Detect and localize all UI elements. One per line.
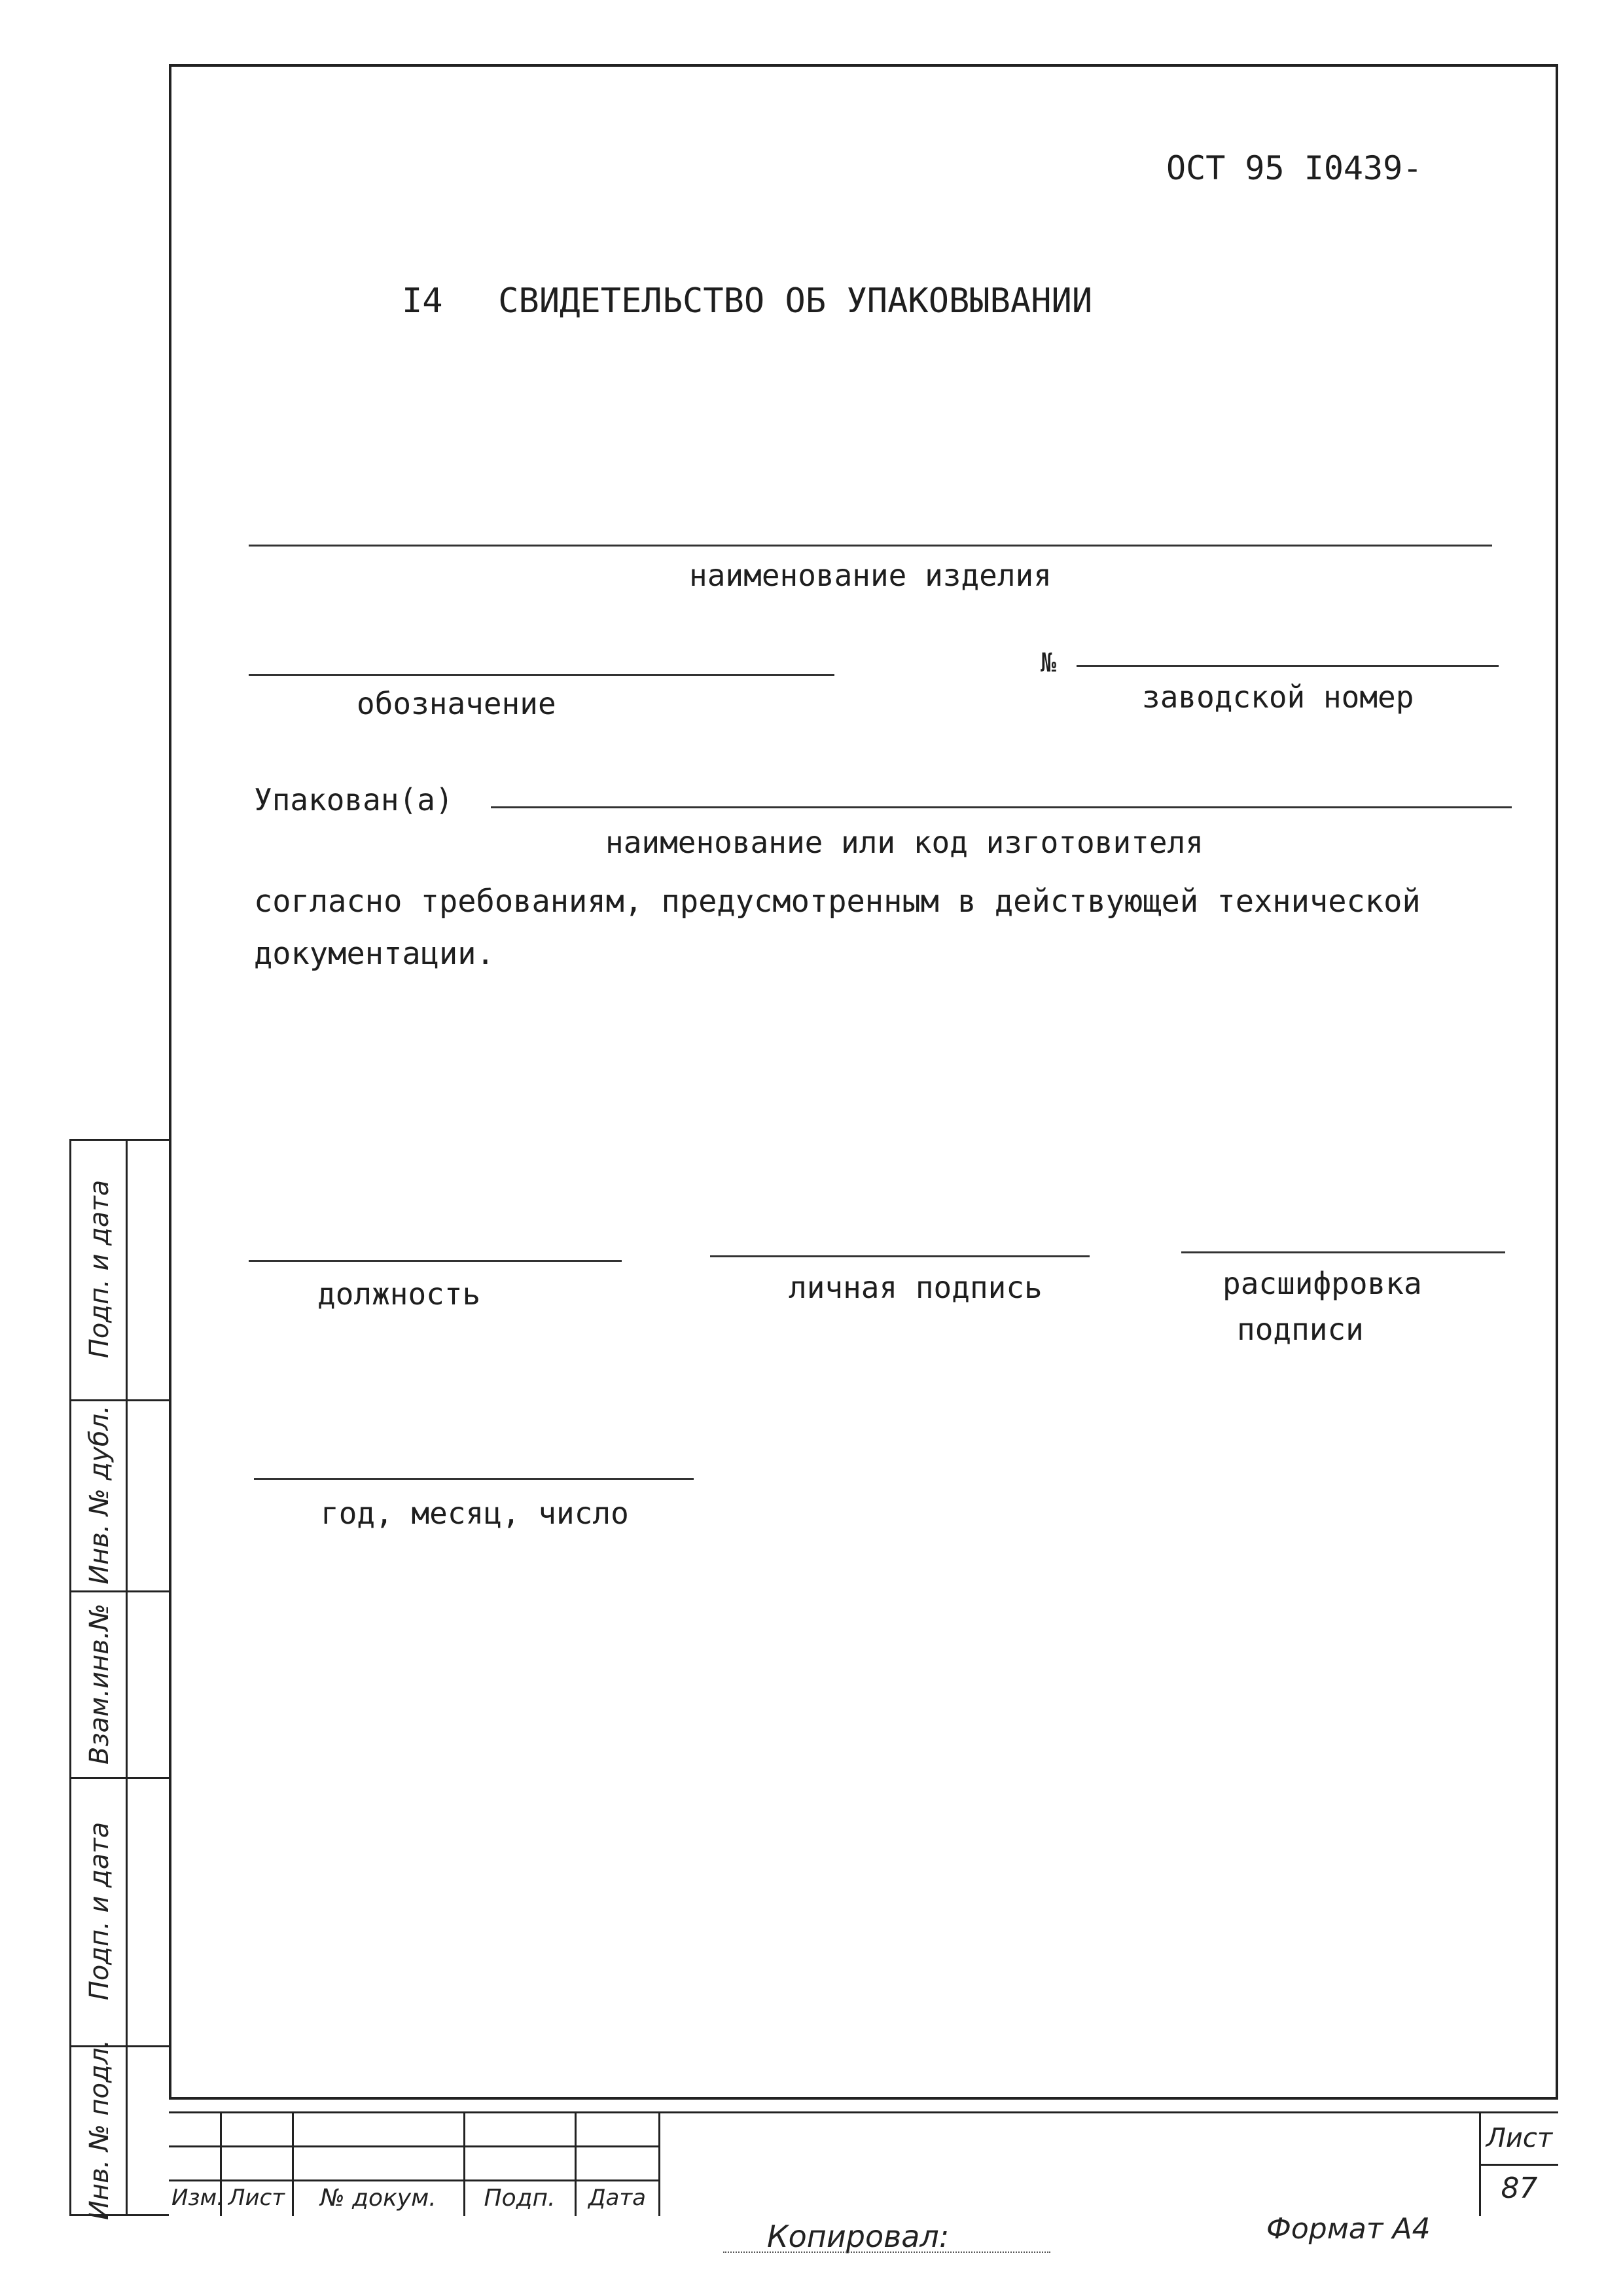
strip-label-inv-orig: Инв. № подл. [84,2039,115,2220]
manufacturer-caption: наименование или код изготовителя [605,825,1204,860]
product-name-caption: наименование изделия [689,558,1052,593]
strip-label-inv-dup: Инв. № дубл. [84,1405,115,1585]
format-label: Формат А4 [1266,2212,1431,2246]
serial-number-line [1077,665,1499,667]
col-signature: Подп. [484,2185,556,2212]
page-frame [169,64,1558,2100]
sheet-label: Лист [1486,2123,1553,2153]
product-name-line [249,545,1492,547]
sheet-number: 87 [1501,2172,1538,2205]
col-sheet: Лист [228,2185,285,2211]
position-line [249,1260,622,1262]
section-title [402,281,1092,321]
decode-caption-2: подписи [1237,1312,1364,1347]
manufacturer-line [491,806,1512,808]
statement-line-2: документации. [254,936,495,972]
serial-number-caption: заводской номер [1142,679,1414,715]
copied-label: Копировал: [767,2219,950,2254]
copied-line [723,2251,1050,2253]
section-number: I4 [402,281,443,321]
strip-label-sign-date-1: Подп. и дата [84,1179,115,1359]
packed-label: Упакован(а) [254,782,454,817]
signature-line [710,1255,1090,1257]
col-change: Изм. [171,2185,224,2211]
date-caption: год, месяц, число [321,1496,629,1531]
designation-line [249,674,834,676]
title-block [169,2111,1558,2216]
decode-line [1181,1251,1505,1253]
col-doc-number: № докум. [320,2185,437,2212]
strip-label-sign-date-2: Подп. и дата [84,1821,115,2001]
col-date: Дата [588,2185,647,2211]
decode-caption-1: расшифровка [1222,1266,1422,1301]
position-caption: должность [317,1276,481,1312]
number-sign: № [1041,648,1057,678]
binding-strip [69,1139,169,2220]
strip-label-replace-inv: Взам.инв.№ [84,1603,115,1765]
date-line [254,1478,694,1480]
signature-caption: личная подпись [789,1270,1043,1305]
designation-caption: обозначение [357,686,556,721]
section-title-text: СВИДЕТЕЛЬСТВО ОБ УПАКОВЫВАНИИ [498,281,1093,321]
document-code: ОСТ 95 I0439- [1166,149,1423,187]
statement-line-1: согласно требованиям, предусмотренным в действующей технической [254,884,1421,920]
